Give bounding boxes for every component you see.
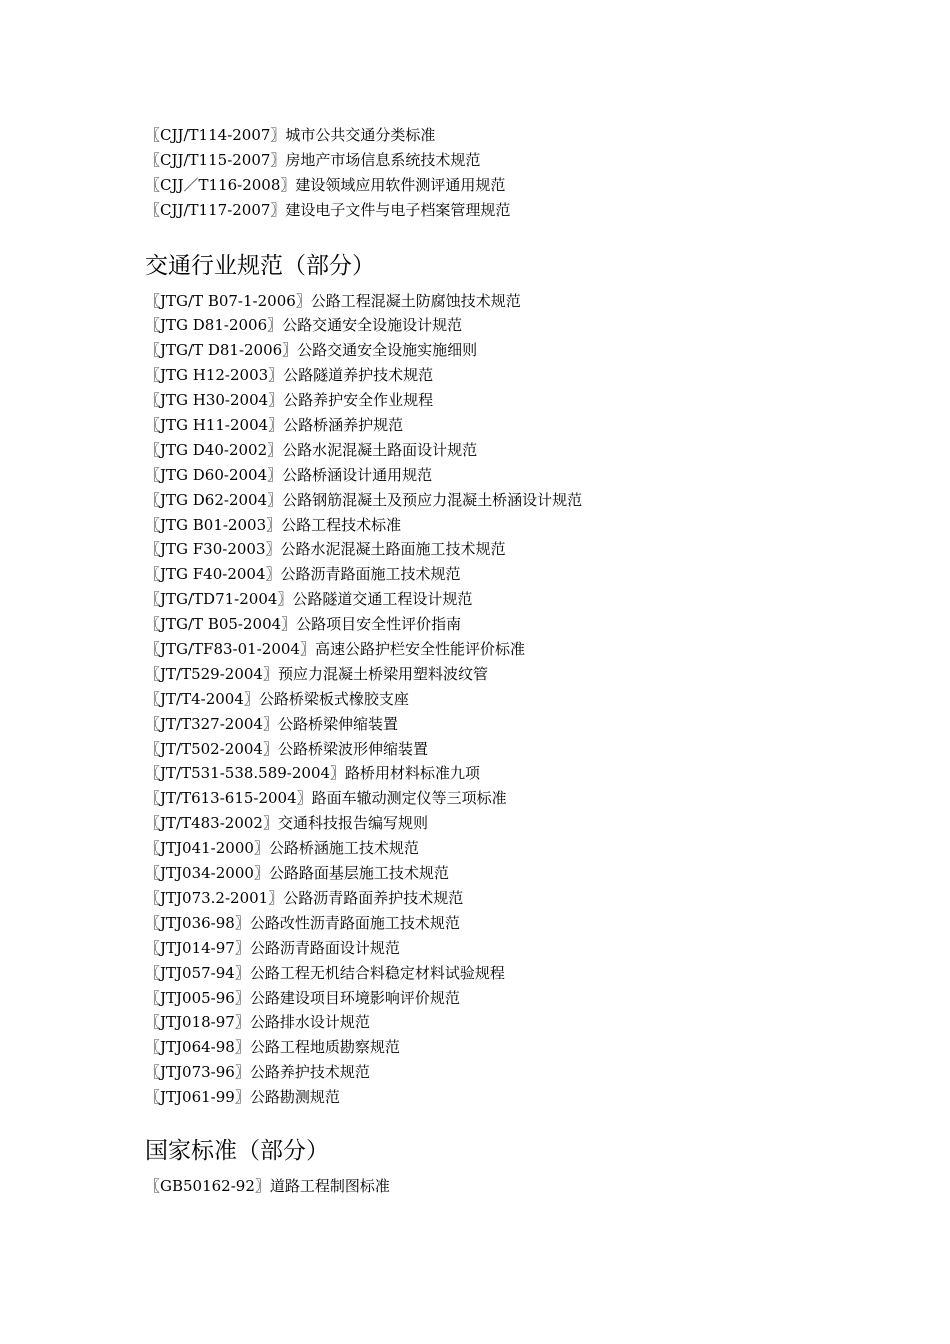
standard-item: 〖JT/T529-2004〗预应力混凝土桥梁用塑料波纹管 <box>145 664 488 683</box>
standard-item: 〖JT/T4-2004〗公路桥梁板式橡胶支座 <box>145 689 409 708</box>
standard-item: 〖GB50162-92〗道路工程制图标准 <box>145 1176 390 1195</box>
standard-item: 〖JTG B01-2003〗公路工程技术标准 <box>145 515 402 534</box>
standard-item: 〖JTJ061-99〗公路勘测规范 <box>145 1088 340 1107</box>
standard-item: 〖JTG/T D81-2006〗公路交通安全设施实施细则 <box>145 341 478 360</box>
standard-item: 〖JTG D40-2002〗公路水泥混凝土路面设计规范 <box>145 440 478 459</box>
standard-item: 〖JTJ018-97〗公路排水设计规范 <box>145 1013 370 1032</box>
traffic-standards-heading: 交通行业规范（部分） <box>145 252 375 279</box>
standard-item: 〖CJJ/T115-2007〗房地产市场信息系统技术规范 <box>145 150 481 169</box>
standard-item: 〖JTG H30-2004〗公路养护安全作业规程 <box>145 391 434 410</box>
standard-item: 〖JTJ041-2000〗公路桥涵施工技术规范 <box>145 839 419 858</box>
standard-item: 〖JT/T327-2004〗公路桥梁伸缩装置 <box>145 714 398 733</box>
standard-item: 〖JTJ036-98〗公路改性沥青路面施工技术规范 <box>145 913 460 932</box>
standard-item: 〖JTG D60-2004〗公路桥涵设计通用规范 <box>145 465 433 484</box>
standard-item: 〖JTG/TD71-2004〗公路隧道交通工程设计规范 <box>145 590 473 609</box>
standard-item: 〖JTJ057-94〗公路工程无机结合料稳定材料试验规程 <box>145 963 505 982</box>
standard-item: 〖JTJ064-98〗公路工程地质勘察规范 <box>145 1038 400 1057</box>
standard-item: 〖CJJ／T116-2008〗建设领域应用软件测评通用规范 <box>145 175 506 194</box>
standard-item: 〖JT/T502-2004〗公路桥梁波形伸缩装置 <box>145 739 428 758</box>
standard-item: 〖JTG/T B05-2004〗公路项目安全性评价指南 <box>145 615 462 634</box>
standard-item: 〖JT/T531-538.589-2004〗路桥用材料标准九项 <box>145 764 481 783</box>
standard-item: 〖CJJ/T117-2007〗建设电子文件与电子档案管理规范 <box>145 200 511 219</box>
standard-item: 〖JT/T483-2002〗交通科技报告编写规则 <box>145 814 428 833</box>
standard-item: 〖JTG H11-2004〗公路桥涵养护规范 <box>145 416 404 435</box>
national-standards-heading: 国家标准（部分） <box>145 1137 329 1164</box>
standard-item: 〖JTJ073.2-2001〗公路沥青路面养护技术规范 <box>145 888 464 907</box>
standard-item: 〖JT/T613-615-2004〗路面车辙动测定仪等三项标准 <box>145 789 507 808</box>
national-standards-list <box>145 1174 905 1199</box>
cjj-standards-list <box>145 123 905 223</box>
standard-item: 〖JTG D62-2004〗公路钢筋混凝土及预应力混凝土桥涵设计规范 <box>145 490 583 509</box>
standard-item: 〖CJJ/T114-2007〗城市公共交通分类标准 <box>145 126 436 144</box>
standard-item: 〖JTG H12-2003〗公路隧道养护技术规范 <box>145 366 434 385</box>
traffic-standards-list <box>145 289 905 1110</box>
document-content <box>145 123 905 1199</box>
standard-item: 〖JTG F30-2003〗公路水泥混凝土路面施工技术规范 <box>145 540 506 559</box>
standard-item: 〖JTJ014-97〗公路沥青路面设计规范 <box>145 938 400 957</box>
standard-item: 〖JTG/TF83-01-2004〗高速公路护栏安全性能评价标准 <box>145 640 525 659</box>
standard-item: 〖JTG D81-2006〗公路交通安全设施设计规范 <box>145 316 463 335</box>
standard-item: 〖JTJ034-2000〗公路路面基层施工技术规范 <box>145 864 449 883</box>
standard-item: 〖JTG/T B07-1-2006〗公路工程混凝土防腐蚀技术规范 <box>145 291 521 310</box>
standard-item: 〖JTJ073-96〗公路养护技术规范 <box>145 1063 370 1082</box>
standard-item: 〖JTG F40-2004〗公路沥青路面施工技术规范 <box>145 565 461 584</box>
standard-item: 〖JTJ005-96〗公路建设项目环境影响评价规范 <box>145 988 460 1007</box>
